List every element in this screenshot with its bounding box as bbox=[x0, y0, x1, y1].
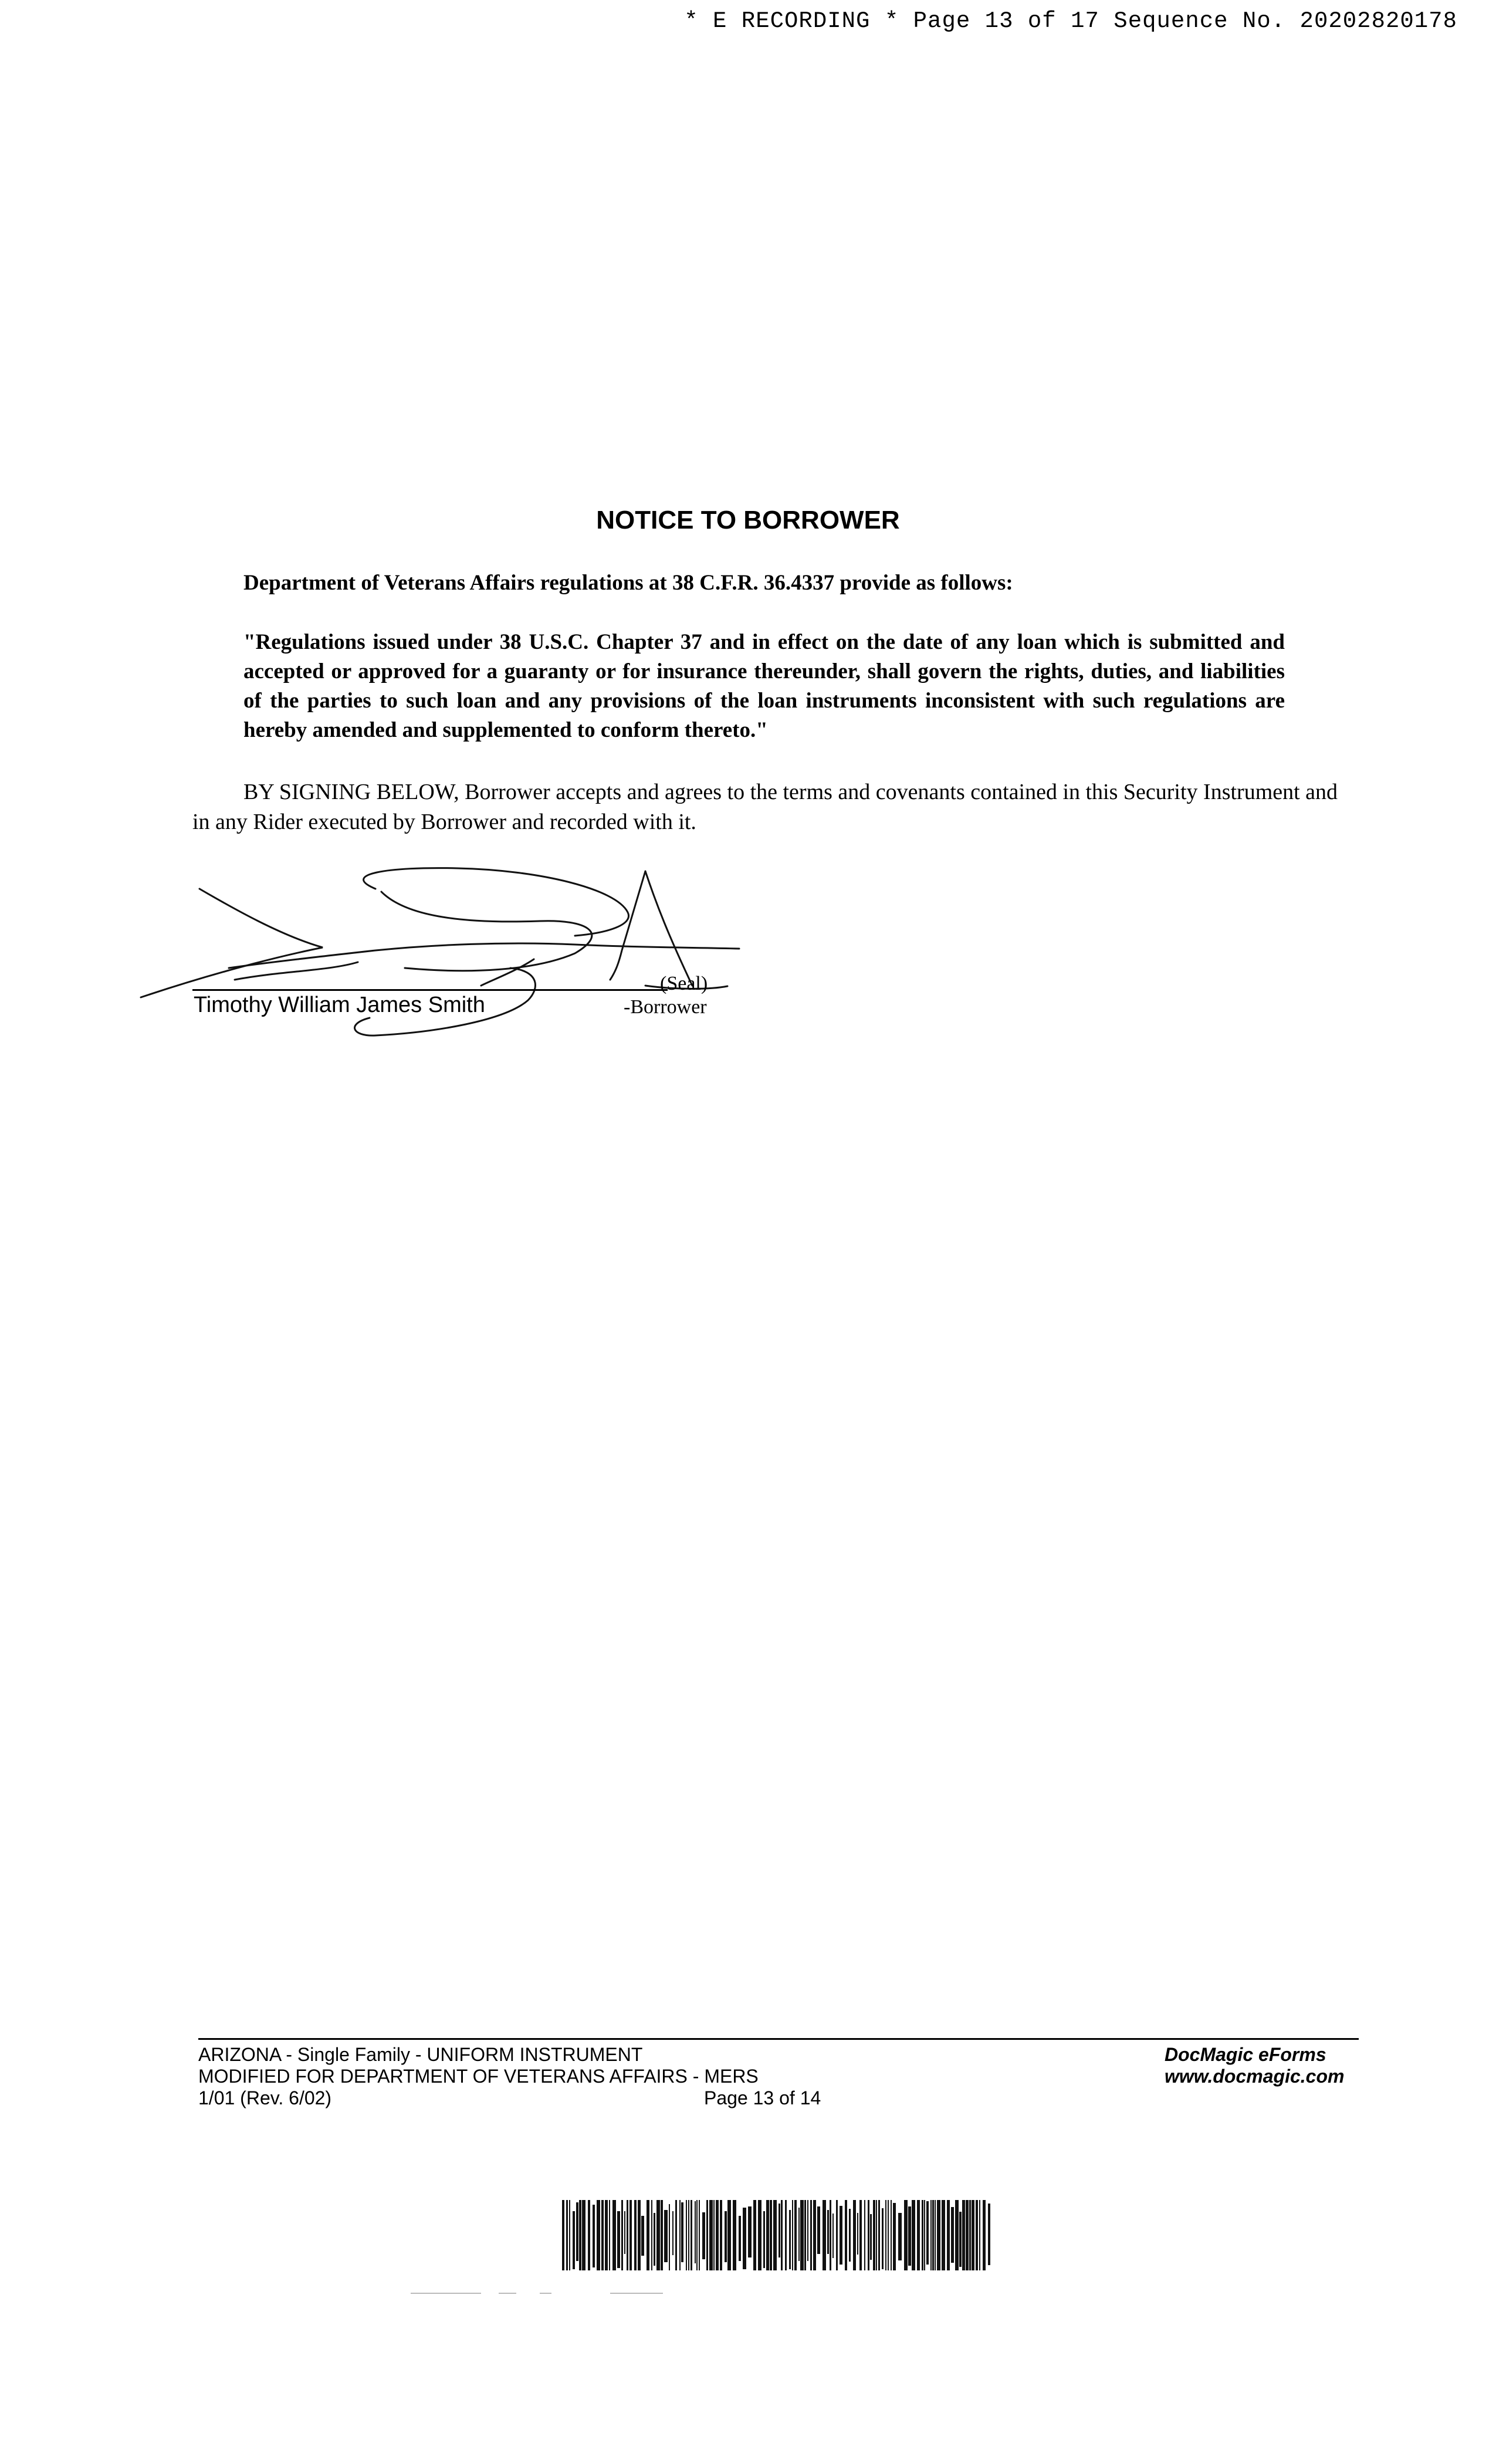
borrower-signature bbox=[129, 854, 804, 1053]
signature-line bbox=[192, 989, 668, 991]
footer-divider bbox=[198, 2038, 1359, 2040]
regulation-quote: "Regulations issued under 38 U.S.C. Chapter 37 and in effect on the date of any loan which is submitted and accepted or approved for a guaranty or for insurance thereunder, shall govern the rights, duties, and liabilities of the parties to such loan and any provisions of the loan instruments inconsistent with such regulations are hereby amended and supplemented to conform thereto." bbox=[243, 630, 1285, 742]
signing-statement: BY SIGNING BELOW, Borrower accepts and agrees to the terms and covenants contained in this Security Instrument and in any Rider executed by Borrower and recorded with it. bbox=[192, 780, 1338, 834]
seal-label: (Seal) bbox=[660, 973, 708, 994]
docmagic-website: www.docmagic.com bbox=[1165, 2066, 1345, 2087]
signing-statement-block bbox=[192, 777, 1339, 837]
dva-regulation-intro: Department of Veterans Affairs regulations at 38 C.F.R. 36.4337 provide as follows: bbox=[243, 571, 1013, 595]
docmagic-brand bbox=[1165, 2044, 1358, 2087]
borrower-name: Timothy William James Smith bbox=[194, 993, 485, 1017]
page-number: Page 13 of 14 bbox=[704, 2087, 821, 2108]
form-identification bbox=[198, 2044, 759, 2109]
docmagic-logo: DocMagic eForms bbox=[1165, 2044, 1326, 2065]
notice-title: NOTICE TO BORROWER bbox=[596, 506, 900, 534]
form-state-line: ARIZONA - Single Family - UNIFORM INSTRUMENT bbox=[198, 2044, 643, 2065]
form-revision-line: 1/01 (Rev. 6/02) bbox=[198, 2087, 332, 2108]
form-modification-line: MODIFIED FOR DEPARTMENT OF VETERANS AFFAIRS - MERS bbox=[198, 2066, 759, 2087]
scan-marks bbox=[411, 2291, 704, 2297]
borrower-role-label: -Borrower bbox=[624, 996, 707, 1018]
recording-header: * E RECORDING * Page 13 of 17 Sequence No. 20202820178 bbox=[684, 8, 1457, 34]
document-barcode bbox=[562, 2200, 990, 2270]
